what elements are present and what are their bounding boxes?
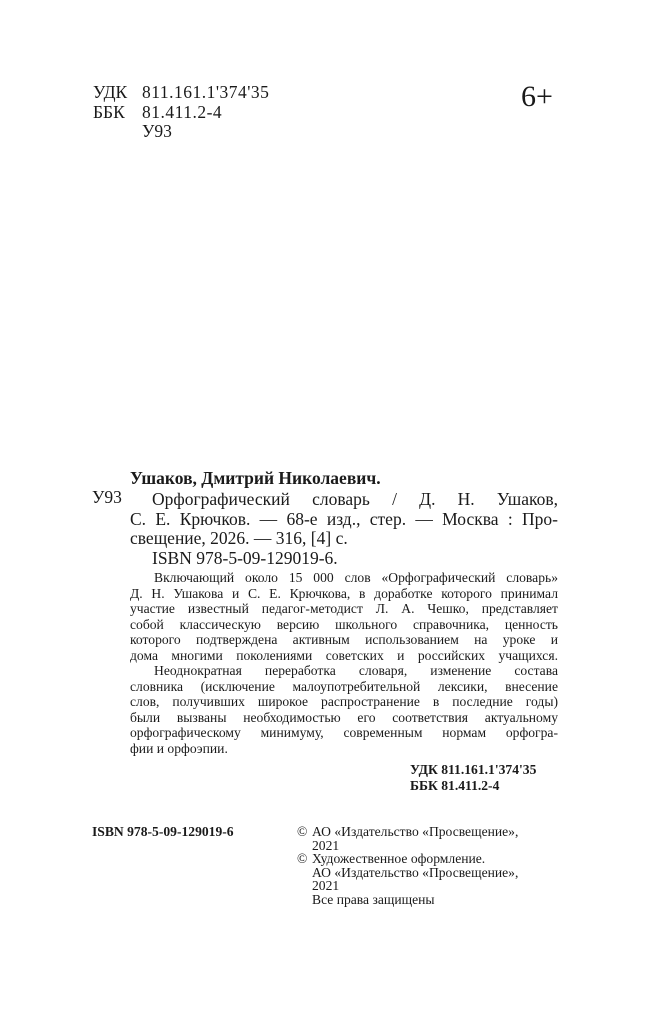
annotation-line: которого подтверждена активным использованием на уроке и bbox=[130, 632, 558, 647]
bib-isbn: ISBN 978-5-09-129019-6. bbox=[152, 548, 338, 568]
copyright-icon: © bbox=[297, 851, 308, 866]
author-mark-side: У93 bbox=[92, 487, 122, 507]
author-mark: У93 bbox=[142, 121, 172, 141]
annotation-line: Д. Н. Ушакова и С. Е. Крючкова, в доработке которого принимал bbox=[130, 585, 558, 601]
annotation-line: собой классическую версию школьного справочника, ценность bbox=[130, 616, 558, 632]
udk-code: УДК 811.161.1'374'35 bbox=[410, 762, 537, 777]
copyright-icon: © bbox=[297, 824, 308, 839]
bib-line: С. Е. Крючков. — 68-е изд., стер. — Москва : Про- bbox=[130, 509, 558, 529]
copyright-year: 2021 bbox=[312, 837, 340, 853]
annotation-line: участие известный педагог-методист Л. А. Чешко, представляет bbox=[130, 601, 558, 616]
copyright-design-publisher: АО «Издательство «Просвещение», bbox=[312, 864, 519, 880]
udk-label: УДК bbox=[93, 82, 128, 102]
bib-line: Орфографический словарь / Д. Н. Ушаков, bbox=[152, 489, 558, 509]
rights-reserved: Все права защищены bbox=[312, 891, 435, 907]
annotation-line: фии и орфоэпии. bbox=[130, 740, 228, 756]
age-rating: 6+ bbox=[521, 80, 553, 113]
annotation-line: слов, получивших широкое распространение в последние годы) bbox=[130, 694, 558, 709]
copyright-design-year: 2021 bbox=[312, 878, 340, 893]
copyright-publisher: АО «Издательство «Просвещение», bbox=[312, 824, 519, 839]
udk-value: 811.161.1'374'35 bbox=[142, 82, 270, 102]
author-heading: Ушаков, Дмитрий Николаевич. bbox=[130, 468, 381, 488]
annotation-line: орфографическому минимуму, современным нормам орфогра- bbox=[130, 725, 558, 740]
copyright-design: Художественное оформление. bbox=[312, 851, 486, 866]
bbk-label: ББК bbox=[93, 102, 125, 122]
annotation-line: дома многими поколениями советских и российских учащихся. bbox=[130, 647, 558, 663]
annotation-line: были вызваны необходимостью его соответствия актуальному bbox=[130, 709, 558, 725]
bbk-code: ББК 81.411.2-4 bbox=[410, 778, 500, 793]
bib-line: свещение, 2026. — 316, [4] с. bbox=[130, 528, 348, 548]
annotation-line: Неоднократная переработка словаря, изменение состава bbox=[154, 663, 558, 678]
bbk-value: 81.411.2-4 bbox=[142, 102, 223, 122]
annotation-line: Включающий около 15 000 слов «Орфографический словарь» bbox=[154, 570, 558, 585]
footer-isbn: ISBN 978-5-09-129019-6 bbox=[92, 824, 234, 839]
annotation-line: словника (исключение малоупотребительной лексики, внесение bbox=[130, 678, 558, 694]
